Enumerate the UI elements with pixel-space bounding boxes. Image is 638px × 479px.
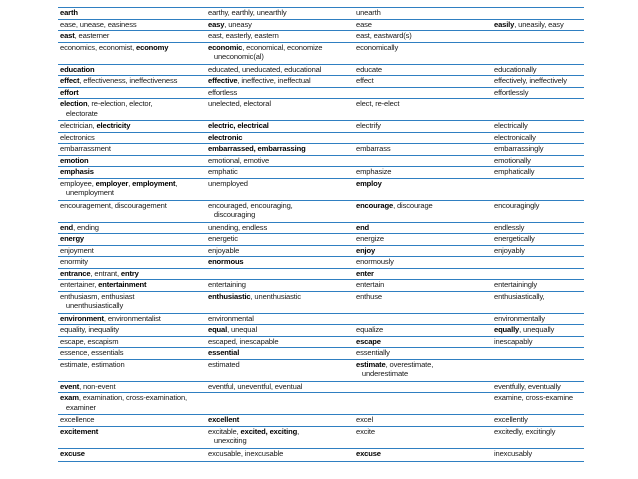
noun-cell: enthusiasm, enthusiast unenthusiastically [60,291,135,310]
adjective-cell: enjoyable [208,245,240,255]
table-row [58,19,584,31]
table-row [58,120,584,132]
verb-cell: elect, re-elect [356,99,400,108]
table-row [58,324,584,336]
noun-cell: enormity [60,257,88,266]
verb-cell: east, eastward(s) [356,31,412,40]
adverb-cell: excellently [494,415,528,424]
table-row [58,268,584,280]
noun-cell: education [60,64,95,74]
table-row [58,233,584,245]
adjective-cell: unelected, electoral [208,99,271,108]
adverb-cell: embarrassingly [494,144,544,153]
table-row [58,448,584,462]
adjective-cell: estimated [208,359,240,369]
noun-cell: entrance, entrant, entry [60,268,139,278]
verb-cell: escape [356,336,381,346]
adverb-cell: entertainingly [494,280,538,289]
adjective-cell: energetic [208,234,238,243]
table-row [58,336,584,348]
adverb-cell: eventfully, eventually [494,381,561,391]
adverb-cell: excitedly, excitingly [494,426,556,436]
adjective-cell: unending, endless [208,222,268,232]
adjective-cell: essential [208,348,240,357]
noun-cell: energy [60,234,85,243]
noun-cell: effect, effectiveness, ineffectiveness [60,76,178,85]
noun-cell: east, easterner [60,31,110,40]
adjective-cell: electric, electrical [208,121,269,130]
noun-cell: encouragement, discouragement [60,200,167,210]
adjective-cell: enthusiastic, unenthusiastic [208,291,301,301]
adjective-cell: excusable, inexcusable [208,448,284,458]
table-row [58,245,584,257]
table-row [58,279,584,291]
verb-cell: excel [356,415,373,424]
table-row [58,42,584,64]
word-family-table [58,7,584,462]
verb-cell: employ [356,178,382,188]
noun-cell: excuse [60,448,85,458]
adverb-cell: inescapably [494,336,533,346]
adjective-cell: escaped, inescapable [208,336,279,346]
adverb-cell: energetically [494,234,535,243]
noun-cell: effort [60,87,79,97]
table-row [58,166,584,178]
noun-cell: estimate, estimation [60,359,125,369]
table-row [58,87,584,99]
verb-cell: excuse [356,448,381,458]
adjective-cell: effective, ineffective, ineffectual [208,76,311,85]
table-row [58,313,584,325]
table-row [58,75,584,87]
verb-cell: effect [356,76,374,85]
noun-cell: excitement [60,426,99,436]
adverb-cell: enthusiastically, [494,291,545,301]
table-row [58,392,584,414]
verb-cell: excite [356,426,375,436]
table-row [58,359,584,381]
adjective-cell: eventful, uneventful, eventual [208,381,303,391]
adjective-cell: equal, unequal [208,325,257,334]
adverb-cell: emotionally [494,155,531,165]
verb-cell: electrify [356,121,381,130]
table-row [58,256,584,268]
table-row [58,143,584,155]
adjective-cell: excellent [208,415,240,424]
adverb-cell: effectively, ineffectively [494,76,567,85]
adjective-cell: electronic [208,132,243,142]
verb-cell: encourage, discourage [356,200,433,210]
verb-cell: emphasize [356,167,392,176]
verb-cell: estimate, overestimate, underestimate [356,359,434,378]
table-row [58,200,584,222]
verb-cell: educate [356,64,382,74]
noun-cell: emotion [60,155,89,165]
noun-cell: employee, employer, employment, unemployment [60,178,178,197]
adjective-cell: enormous [208,257,244,266]
table-row [58,347,584,359]
noun-cell: economics, economist, economy [60,42,169,52]
adverb-cell: equally, unequally [494,325,555,334]
noun-cell: earth [60,8,78,17]
noun-cell: equality, inequality [60,325,119,334]
noun-cell: environment, environmentalist [60,313,161,323]
adverb-cell: easily, uneasily, easy [494,19,564,29]
noun-cell: exam, examination, cross-examination, examiner [60,393,187,412]
adjective-cell: encouraged, encouraging, discouraging [208,200,293,219]
table-row [58,132,584,144]
adverb-cell: electronically [494,132,536,142]
noun-cell: election, re-election, elector, electorate [60,99,153,118]
verb-cell: enormously [356,257,394,266]
verb-cell: enjoy [356,245,376,255]
verb-cell: essentially [356,348,390,357]
noun-cell: event, non-event [60,381,116,391]
verb-cell: entertain [356,280,385,289]
noun-cell: enjoyment [60,245,94,255]
adjective-cell: embarrassed, embarrassing [208,144,306,153]
adverb-cell: enjoyably [494,245,525,255]
noun-cell: electrician, electricity [60,121,131,130]
adverb-cell: inexcusably [494,448,533,458]
noun-cell: essence, essentials [60,348,124,357]
adverb-cell: examine, cross-examine [494,393,573,402]
verb-cell: energize [356,234,384,243]
table-row [58,155,584,167]
verb-cell: equalize [356,325,384,334]
verb-cell: ease [356,19,372,29]
adjective-cell: emphatic [208,167,238,176]
adverb-cell: emphatically [494,167,535,176]
noun-cell: emphasis [60,167,94,176]
verb-cell: embarrass [356,144,391,153]
noun-cell: entertainer, entertainment [60,280,147,289]
table-row [58,291,584,313]
adjective-cell: unemployed [208,178,248,188]
adverb-cell: educationally [494,64,537,74]
table-row [58,64,584,76]
verb-cell: economically [356,42,399,52]
adverb-cell: environmentally [494,313,545,323]
table-row [58,98,584,120]
table-row [58,381,584,393]
table-row [58,178,584,200]
table-row [58,30,584,42]
adjective-cell: economic, economical, economize uneconomic(al) [208,42,323,61]
adjective-cell: excitable, excited, exciting, unexciting [208,426,300,445]
adverb-cell: effortlessly [494,87,529,97]
verb-cell: end [356,222,370,232]
table-row [58,222,584,234]
noun-cell: escape, escapism [60,336,119,346]
table-row [58,414,584,426]
adverb-cell: electrically [494,121,528,130]
adjective-cell: entertaining [208,280,246,289]
adverb-cell: encouragingly [494,200,540,210]
adjective-cell: effortless [208,87,238,97]
verb-cell: enter [356,268,374,278]
adjective-cell: east, easterly, eastern [208,31,279,40]
adjective-cell: emotional, emotive [208,155,270,165]
table-row [58,426,584,448]
adjective-cell: easy, uneasy [208,19,252,29]
noun-cell: excellence [60,415,95,424]
noun-cell: end, ending [60,222,99,232]
adjective-cell: educated, uneducated, educational [208,64,322,74]
verb-cell: unearth [356,8,381,17]
adjective-cell: earthy, earthly, unearthly [208,8,287,17]
table-row [58,7,584,19]
noun-cell: ease, unease, easiness [60,19,137,29]
verb-cell: enthuse [356,291,382,301]
noun-cell: embarrassment [60,144,111,153]
noun-cell: electronics [60,132,95,142]
adverb-cell: endlessly [494,222,525,232]
adjective-cell: environmental [208,313,254,323]
